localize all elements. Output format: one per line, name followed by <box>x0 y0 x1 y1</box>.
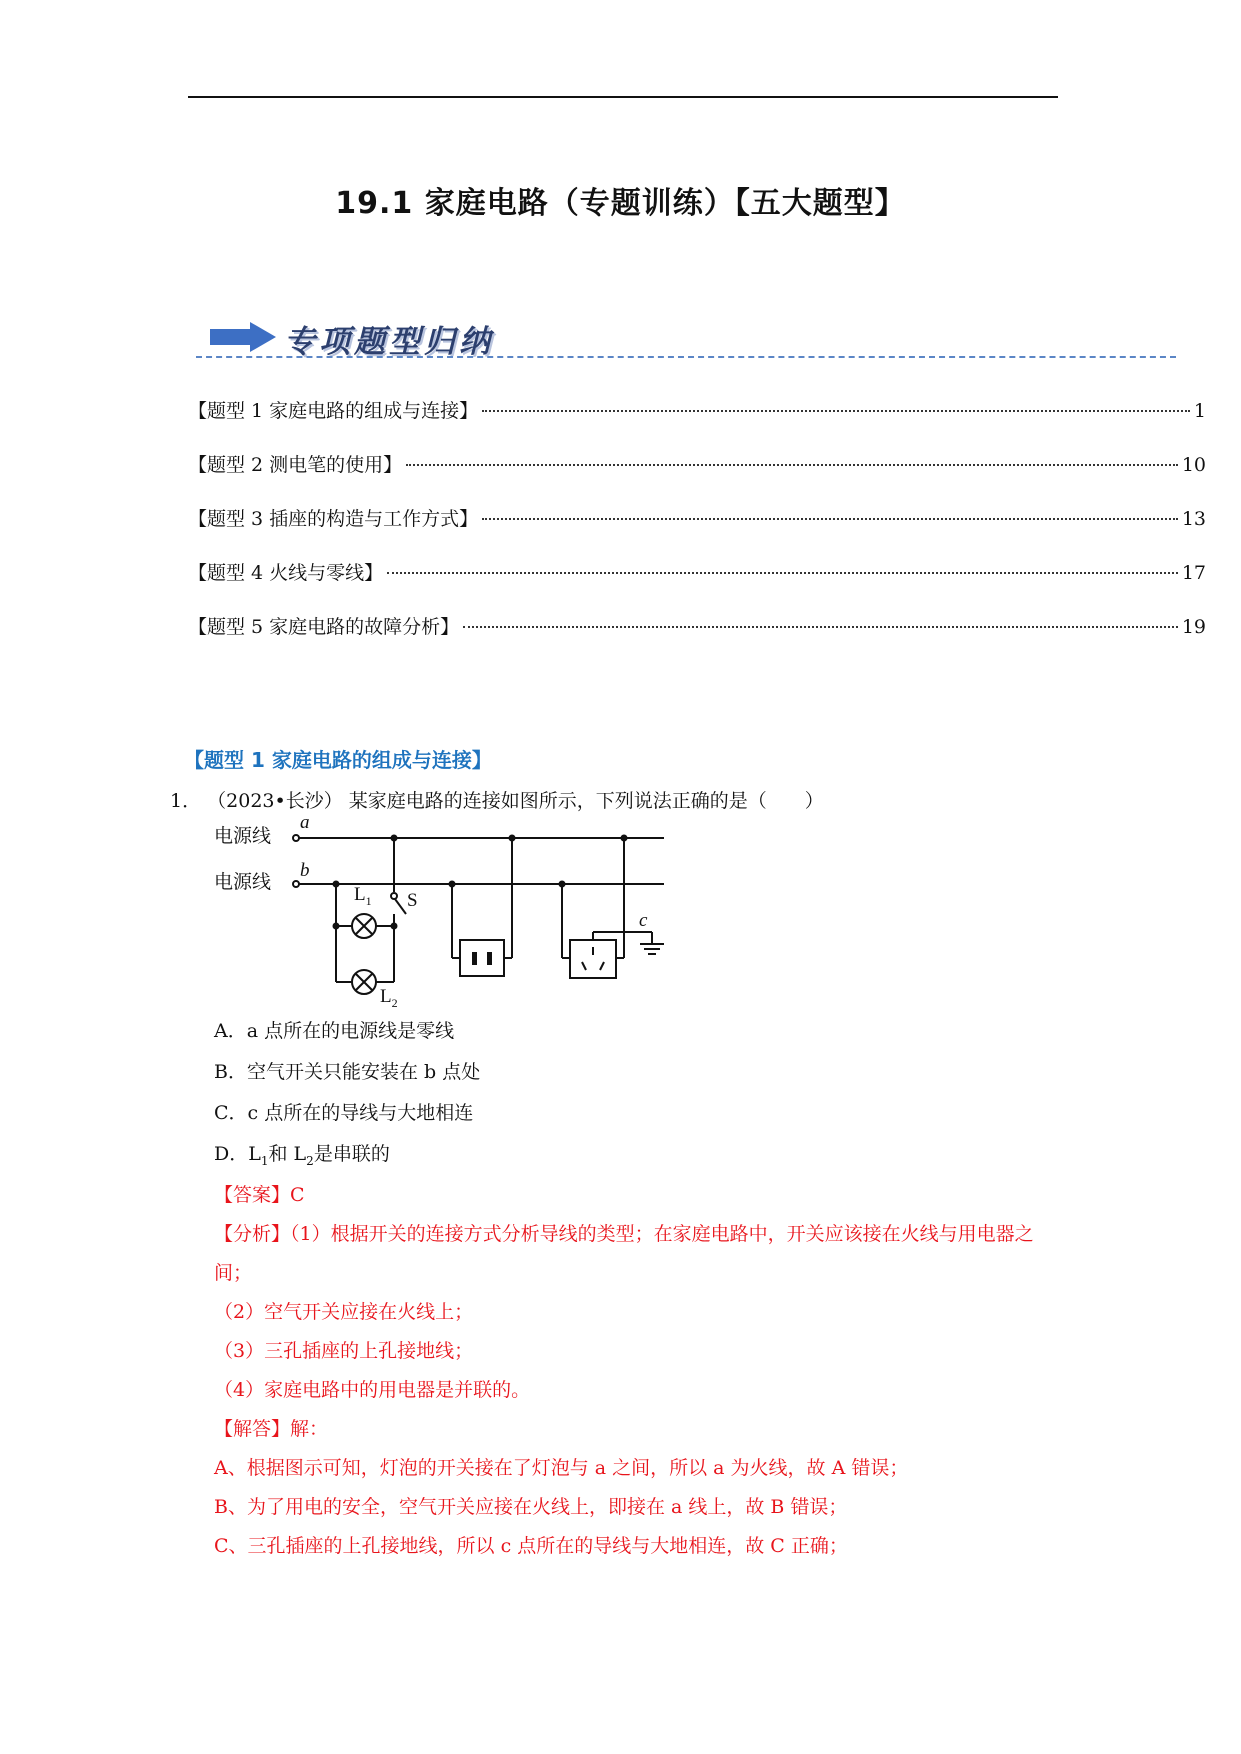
toc-item-page: 1 <box>1193 400 1206 422</box>
option-c[interactable]: C．c 点所在的导线与大地相连 <box>214 1102 474 1124</box>
page-title: 19.1 家庭电路（专题训练）【五大题型】 <box>335 186 906 221</box>
power-line-a <box>293 835 664 841</box>
toc-item-page: 13 <box>1181 508 1206 530</box>
question-text: 某家庭电路的连接如图所示，下列说法正确的是（ ） <box>348 790 824 812</box>
analysis-1: 【分析】（1）根据开关的连接方式分析导线的类型；在家庭电路中，开关应该接在火线与用电器之间； <box>214 1223 1034 1284</box>
toc-leader-dots <box>406 464 1178 466</box>
toc-item[interactable] <box>188 558 1206 612</box>
header-rule <box>188 96 1058 98</box>
answer-line: 【答案】C <box>214 1184 305 1206</box>
junction-dots <box>333 835 628 930</box>
lamp-2-label: $L_2$ <box>380 986 398 1010</box>
switch-label: S <box>407 890 418 911</box>
power-line-b <box>293 881 664 887</box>
option-a[interactable]: A．a 点所在的电源线是零线 <box>214 1020 455 1042</box>
toc-leader-dots <box>387 572 1178 574</box>
question-source: （2023•长沙） <box>207 790 343 812</box>
toc-leader-dots <box>482 410 1190 412</box>
toc-item[interactable] <box>188 450 1206 504</box>
two-hole-socket <box>452 838 512 976</box>
power-line-b-label: 电源线 <box>214 872 272 893</box>
analysis-3: （3）三孔插座的上孔接地线； <box>214 1340 474 1362</box>
point-b-label: b <box>300 860 310 881</box>
point-c-label: c <box>639 910 648 931</box>
answer-options <box>214 1016 480 1180</box>
toc-leader-dots <box>463 626 1178 628</box>
toc-item-label: 【题型 1 家庭电路的组成与连接】 <box>188 400 479 422</box>
toc-item-page: 10 <box>1181 454 1206 476</box>
option-d[interactable]: D．$L_1$和 $L_2$是串联的 <box>214 1143 390 1168</box>
solution-c: C、三孔插座的上孔接地线，所以 c 点所在的导线与大地相连，故 C 正确； <box>214 1535 848 1557</box>
analysis-4: （4）家庭电路中的用电器是并联的。 <box>214 1379 531 1401</box>
toc-leader-dots <box>482 518 1178 520</box>
analysis-2: （2）空气开关应接在火线上； <box>214 1301 474 1323</box>
toc-item[interactable] <box>188 396 1206 450</box>
right-arrow-icon <box>210 322 276 352</box>
banner-divider <box>196 356 1176 358</box>
three-hole-socket <box>562 838 652 978</box>
toc-item[interactable] <box>188 612 1206 666</box>
toc-item-label: 【题型 3 插座的构造与工作方式】 <box>188 508 479 530</box>
power-line-a-label: 电源线 <box>214 826 272 847</box>
question-number: 1． <box>170 790 202 812</box>
lamp-l1-symbol <box>352 914 376 938</box>
table-of-contents <box>188 396 1206 666</box>
option-b[interactable]: B．空气开关只能安装在 b 点处 <box>214 1061 481 1083</box>
solution-a: A、根据图示可知，灯泡的开关接在了灯泡与 a 之间，所以 a 为火线，故 A 错误； <box>214 1457 909 1479</box>
ground-symbol <box>640 932 664 954</box>
circuit-diagram <box>212 810 682 1010</box>
toc-item-page: 19 <box>1181 616 1206 638</box>
toc-item-label: 【题型 5 家庭电路的故障分析】 <box>188 616 460 638</box>
solution-b: B、为了用电的安全，空气开关应接在火线上，即接在 a 线上，故 B 错误； <box>214 1496 848 1518</box>
toc-item-label: 【题型 2 测电笔的使用】 <box>188 454 403 476</box>
lamp-l2-symbol <box>352 970 376 994</box>
banner-title: 专项题型归纳 <box>284 324 494 360</box>
toc-item[interactable] <box>188 504 1206 558</box>
solution-heading: 【解答】解： <box>214 1418 329 1440</box>
answer-block <box>214 1176 1064 1566</box>
switch-s-symbol <box>391 838 406 926</box>
toc-item-label: 【题型 4 火线与零线】 <box>188 562 384 584</box>
toc-item-page: 17 <box>1181 562 1206 584</box>
question-stem <box>170 786 824 813</box>
point-a-label: a <box>300 812 310 833</box>
lamp-1-label: $L_1$ <box>354 884 372 908</box>
section-heading: 【题型 1 家庭电路的组成与连接】 <box>184 748 492 772</box>
